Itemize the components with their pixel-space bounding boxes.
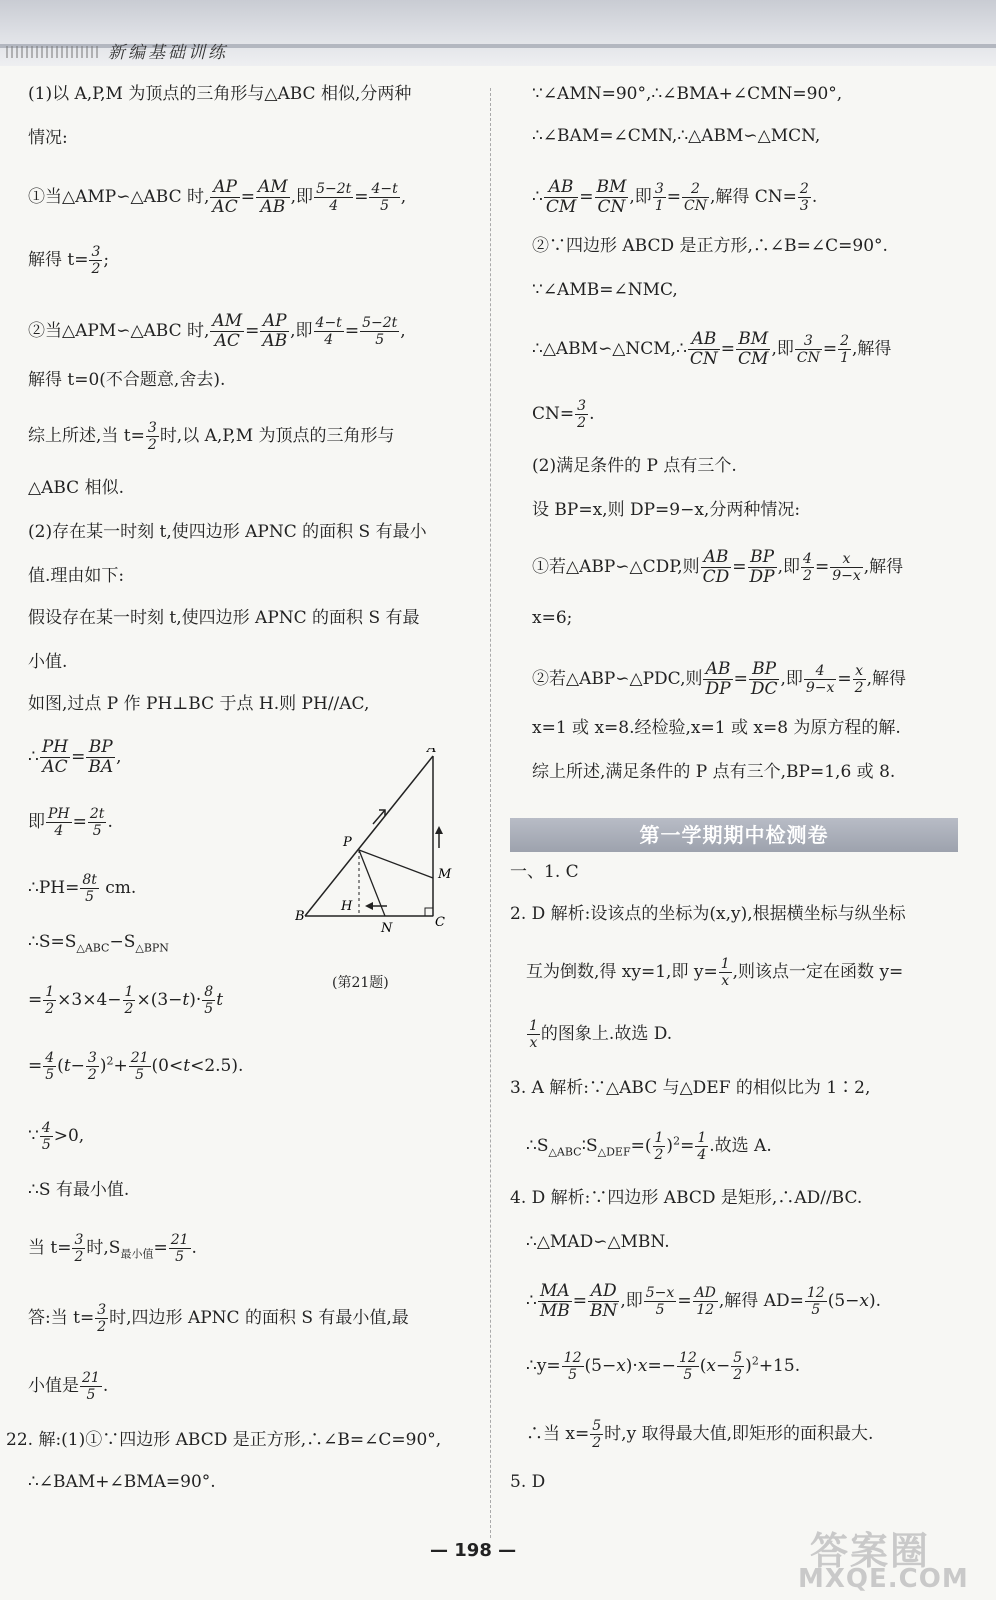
label-c: C — [435, 915, 445, 930]
geometry-figure — [295, 748, 465, 952]
text-line: ∴ $\frac{PH}{AC}$ = $\frac{BP}{BA}$ , — [28, 737, 122, 777]
label-b: B — [295, 909, 305, 924]
text-line: ②若△ABP∽△PDC,则 $\frac{AB}{DP}$ = $\frac{BP}{DC}$ ,即 $\frac{4}{9-x}$ = $\frac{x}{2}$ ,解得 — [532, 659, 906, 699]
text-line: 情况: — [28, 128, 68, 148]
text-line: 解得 t=0(不合题意,舍去). — [28, 370, 226, 390]
text-line: = $\frac{1}{2}$ ×3×4− $\frac{1}{2}$ ×(3−t)· $\frac{8}{5}$ t — [28, 984, 224, 1017]
text-line: $\therefore S=S_{\triangle ABC}-S_{\triangle BPN}$ — [28, 932, 169, 955]
text-line: ∵ $\frac{4}{5}$ >0, — [28, 1120, 85, 1153]
text-line: (2)存在某一时刻 t,使四边形 APNC 的面积 S 有最小 — [28, 522, 427, 542]
text-line: = $\frac{4}{5}$ (t− $\frac{3}{2}$ )$^2$+ $\frac{21}{5}$ (0<t<2.5). — [28, 1050, 244, 1083]
label-a: A — [427, 748, 437, 756]
text-line: 综上所述,当 t= $\frac{3}{2}$ 时,以 A,P,M 为顶点的三角形与 — [28, 420, 395, 453]
text-line: x=6; — [532, 608, 573, 628]
header-dot-pattern — [6, 46, 101, 58]
text-line: 假设存在某一时刻 t,使四边形 APNC 的面积 S 有最 — [28, 608, 420, 628]
text-line: 2. D 解析:设该点的坐标为(x,y),根据横坐标与纵坐标 — [510, 904, 906, 924]
text-line: ∴y= $\frac{12}{5}$ (5−x)·x=− $\frac{12}{5}$ (x− $\frac{5}{2}$ )$^2$+15. — [526, 1350, 801, 1383]
text-line: 22. 解:(1)①∵四边形 ABCD 是正方形,∴∠B=∠C=90°, — [6, 1430, 442, 1450]
text-line: $\therefore S_{\triangle ABC}∶S_{\triangle DEF}=$( $\frac{1}{2}$ )$^2$= $\frac{1}{4}$ .故选 A. — [526, 1130, 772, 1163]
text-line: 设 BP=x,则 DP=9−x,分两种情况: — [532, 500, 801, 520]
text-line: △ABC 相似. — [28, 478, 124, 498]
label-p: P — [343, 835, 352, 850]
text-line: ∴∠BAM+∠BMA=90°. — [28, 1472, 216, 1492]
text-line: ∴ $\frac{MA}{MB}$ = $\frac{AD}{BN}$ ,即 $\frac{5-x}{5}$ = $\frac{AD}{12}$ ,解得 AD= $\frac{12}{5}$ (5−x). — [526, 1281, 882, 1321]
text-line: 当 t= $\frac{3}{2}$ 时$,S_{最小值}=$ $\frac{21}{5}$ . — [28, 1232, 197, 1265]
text-line: ∵∠AMN=90°,∴∠BMA+∠CMN=90°, — [532, 84, 843, 104]
text-line: (1)以 A,P,M 为顶点的三角形与△ABC 相似,分两种 — [28, 84, 412, 104]
section-banner: 第一学期期中检测卷 — [510, 818, 958, 852]
text-line: 小值是 $\frac{21}{5}$ . — [28, 1370, 109, 1403]
text-line: 答:当 t= $\frac{3}{2}$ 时,四边形 APNC 的面积 S 有最小值,最 — [28, 1302, 409, 1335]
label-m: M — [438, 867, 452, 882]
page-header — [0, 0, 996, 66]
text-line: ②当△APM∽△ABC 时, $\frac{AM}{AC}$ = $\frac{AP}{AB}$ ,即 $\frac{4-t}{4}$ = $\frac{5-2t}{5}$ , — [28, 311, 406, 351]
watermark-logo: 答案圈 MXQE.COM — [798, 1529, 969, 1594]
text-line: ∴△MAD∽△MBN. — [526, 1232, 670, 1252]
text-line: ∴ $\frac{AB}{CM}$ = $\frac{BM}{CN}$ ,即 $\frac{3}{1}$ = $\frac{2}{CN}$ ,解得 CN= $\frac{2}{3}$ . — [532, 177, 818, 217]
text-line: 一、1. C — [510, 862, 579, 882]
text-line: ∴S 有最小值. — [28, 1180, 130, 1200]
text-line: ∴当 x= $\frac{5}{2}$ 时,y 取得最大值,即矩形的面积最大. — [526, 1418, 874, 1451]
text-line: 小值. — [28, 652, 68, 672]
label-n: N — [381, 921, 393, 936]
text-line: ∵∠AMB=∠NMC, — [532, 280, 678, 300]
figure-caption: (第21题) — [332, 975, 389, 991]
text-line: ∴△ABM∽△NCM,∴ $\frac{AB}{CN}$ = $\frac{BM}{CM}$ ,即 $\frac{3}{CN}$ = $\frac{2}{1}$ ,解得 — [532, 329, 892, 369]
text-line: 5. D — [510, 1472, 546, 1492]
text-line: 互为倒数,得 xy=1,即 y= $\frac{1}{x}$ ,则该点一定在函数 y= — [526, 956, 904, 989]
text-line: ①当△AMP∽△ABC 时, $\frac{AP}{AC}$ = $\frac{AM}{AB}$ ,即 $\frac{5-2t}{4}$ = $\frac{4-t}{5}$ , — [28, 177, 407, 217]
header-title: 新编基础训练 — [108, 43, 228, 63]
text-line: 解得 t= $\frac{3}{2}$ ; — [28, 244, 110, 277]
text-line: ∴PH= $\frac{8t}{5}$ cm. — [28, 872, 137, 905]
label-h: H — [341, 899, 353, 914]
column-divider — [490, 88, 491, 1538]
text-line: 值.理由如下: — [28, 566, 125, 586]
text-line: ②∵四边形 ABCD 是正方形,∴∠B=∠C=90°. — [532, 236, 888, 256]
text-line: 4. D 解析:∵四边形 ABCD 是矩形,∴AD//BC. — [510, 1188, 863, 1208]
text-line: $\frac{1}{x}$ 的图象上.故选 D. — [529, 1018, 673, 1051]
text-line: ①若△ABP∽△CDP,则 $\frac{AB}{CD}$ = $\frac{BP}{DP}$ ,即 $\frac{4}{2}$ = $\frac{x}{9-x}$ ,解得 — [532, 547, 904, 587]
text-line: 综上所述,满足条件的 P 点有三个,BP=1,6 或 8. — [532, 762, 896, 782]
text-line: (2)满足条件的 P 点有三个. — [532, 456, 737, 476]
text-line: ∴∠BAM=∠CMN,∴△ABM∽△MCN, — [532, 126, 821, 146]
page-number: — 198 — — [430, 1540, 517, 1561]
text-line: 3. A 解析:∵△ABC 与△DEF 的相似比为 1∶2, — [510, 1078, 871, 1098]
text-line: 如图,过点 P 作 PH⊥BC 于点 H.则 PH//AC, — [28, 694, 370, 714]
text-line: x=1 或 x=8.经检验,x=1 或 x=8 为原方程的解. — [532, 718, 901, 738]
text-line: 即 $\frac{PH}{4}$ = $\frac{2t}{5}$ . — [28, 806, 113, 839]
text-line: CN= $\frac{3}{2}$ . — [532, 398, 595, 431]
